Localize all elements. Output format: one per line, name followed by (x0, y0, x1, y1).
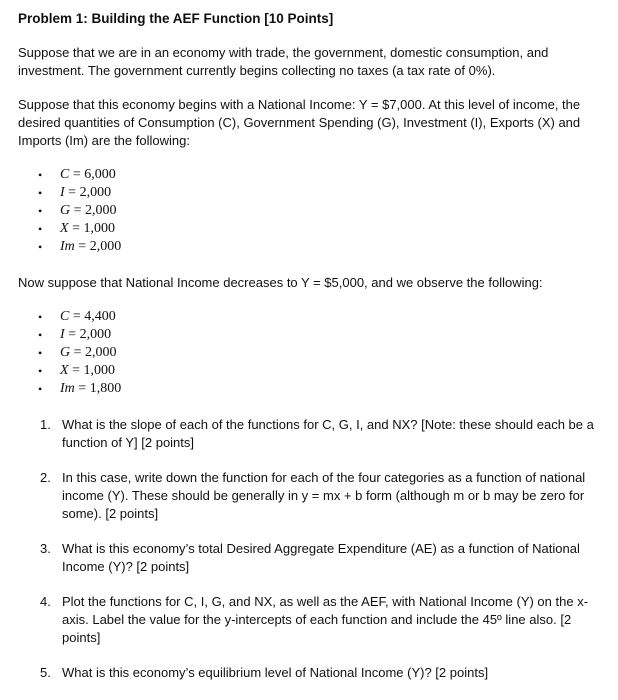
scenario2-paragraph: Now suppose that National Income decreases to Y = $5,000, and we observe the following: (18, 275, 543, 290)
variable-value: 2,000 (79, 327, 112, 342)
question-item (18, 416, 603, 452)
variable-value: 6,000 (84, 167, 116, 182)
equals-sign: = (73, 203, 82, 218)
variable-value: 1,000 (83, 363, 115, 378)
list-item (38, 220, 603, 238)
question-item (18, 664, 603, 682)
equals-sign: = (72, 309, 81, 324)
document-page (18, 10, 603, 699)
bullet-icon: • (38, 168, 43, 182)
question-text: What is this economy’s equilibrium level of National Income (Y)? [2 points] (62, 665, 489, 680)
list-item (38, 380, 603, 398)
variable-name: X (60, 221, 69, 236)
variable-value: 4,400 (84, 309, 116, 324)
equals-sign: = (72, 167, 81, 182)
equals-sign: = (78, 381, 87, 396)
bullet-icon: • (38, 328, 43, 342)
list-item (38, 202, 603, 220)
bullet-icon: • (38, 310, 43, 324)
bullet-icon: • (38, 222, 43, 236)
variable-value: 1,800 (89, 381, 122, 396)
equals-sign: = (78, 239, 87, 254)
variable-name: G (60, 345, 71, 360)
variable-name: X (60, 363, 69, 378)
question-number: 2. (40, 470, 51, 485)
variable-value: 2,000 (85, 345, 117, 360)
equals-sign: = (68, 327, 77, 342)
bullet-icon: • (38, 382, 43, 396)
variable-name: G (60, 203, 71, 218)
list-item (38, 166, 603, 184)
question-item (18, 469, 603, 523)
question-number: 5. (40, 665, 51, 680)
variable-value: 2,000 (79, 185, 112, 200)
list-item (38, 184, 603, 202)
equals-sign: = (73, 345, 82, 360)
question-text: Plot the functions for C, I, G, and NX, as well as the AEF, with National Income (Y) on the x-axis. Label the value for the y-intercepts of each function and include the 45º line also. [2 points] (62, 594, 589, 645)
values-list-y7000 (18, 166, 603, 256)
list-item (38, 326, 603, 344)
variable-name: Im (60, 381, 75, 396)
variable-value: 1,000 (83, 221, 115, 236)
equals-sign: = (72, 363, 80, 378)
question-text: What is this economy’s total Desired Aggregate Expenditure (AE) as a function of National Income (Y)? [2 points] (62, 541, 580, 574)
variable-name: I (60, 185, 65, 200)
values-list-y5000 (18, 308, 603, 398)
equals-sign: = (68, 185, 77, 200)
bullet-icon: • (38, 346, 43, 360)
question-item (18, 540, 603, 576)
bullet-icon: • (38, 240, 43, 254)
question-item (18, 593, 603, 647)
question-number: 1. (40, 417, 51, 432)
variable-value: 2,000 (89, 239, 122, 254)
list-item (38, 344, 603, 362)
intro-paragraph: Suppose that we are in an economy with trade, the government, domestic consumption, and investment. The government currently begins collecting no taxes (a tax rate of 0%). (18, 45, 549, 78)
bullet-icon: • (38, 364, 43, 378)
bullet-icon: • (38, 186, 43, 200)
question-list (18, 416, 603, 682)
question-text: What is the slope of each of the functions for C, G, I, and NX? [Note: these should each be a function of Y] [2 points] (62, 417, 594, 450)
scenario1-paragraph: Suppose that this economy begins with a National Income: Y = $7,000. At this level of income, the desired quantities of Consumption (C), Government Spending (G), Investment (I), Exports (X) and Imports (Im) are the following: (18, 97, 581, 148)
question-number: 3. (40, 541, 51, 556)
list-item (38, 362, 603, 380)
variable-name: I (60, 327, 65, 342)
variable-name: C (60, 167, 70, 182)
equals-sign: = (72, 221, 80, 236)
question-number: 4. (40, 594, 51, 609)
list-item (38, 308, 603, 326)
question-text: In this case, write down the function for each of the four categories as a function of national income (Y). These should be generally in y = mx + b form (although m or b may be zero for some). [2 points] (62, 470, 586, 521)
bullet-icon: • (38, 204, 43, 218)
variable-name: Im (60, 239, 75, 254)
variable-name: C (60, 309, 70, 324)
variable-value: 2,000 (85, 203, 117, 218)
list-item (38, 238, 603, 256)
problem-title: Problem 1: Building the AEF Function [10 Points] (18, 11, 334, 26)
